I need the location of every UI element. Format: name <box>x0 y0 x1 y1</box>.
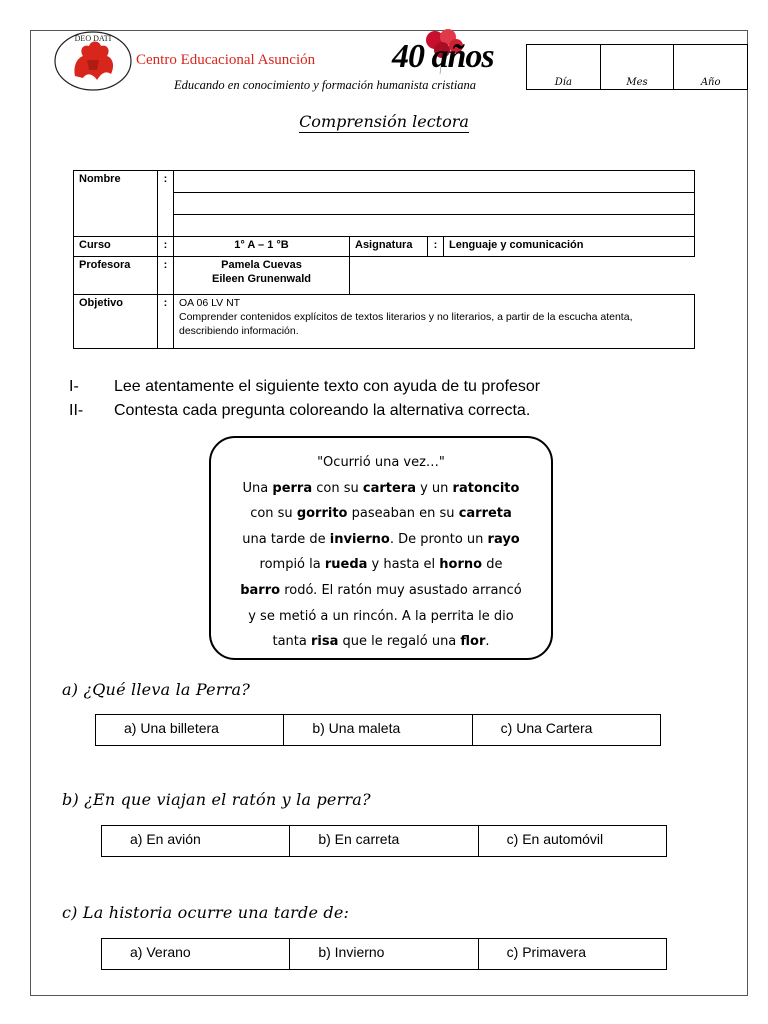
nombre-label: Nombre <box>74 171 158 237</box>
profesora-colon: : <box>158 257 174 295</box>
nombre-field-2[interactable] <box>174 193 695 215</box>
question-b-option-b[interactable]: b) En carreta <box>290 826 478 856</box>
question-b-option-c[interactable]: c) En automóvil <box>506 831 604 847</box>
objetivo-colon: : <box>158 295 174 349</box>
instruction-2-number: II- <box>69 402 84 419</box>
objetivo-text: Comprender contenidos explícitos de textos literarios y no literarios, a partir de la escucha atenta, describiendo información. <box>179 311 633 337</box>
instruction-2-text: Contesta cada pregunta coloreando la alternativa correcta. <box>114 402 531 419</box>
question-c-options <box>101 938 667 970</box>
student-info-table <box>73 170 695 349</box>
anniversary-text: 40 años <box>392 38 494 75</box>
asignatura-label: Asignatura <box>350 237 428 257</box>
question-a-option-b[interactable]: b) Una maleta <box>284 715 472 745</box>
asignatura-colon: : <box>428 237 444 257</box>
school-name: Centro Educacional Asunción <box>136 52 316 68</box>
nombre-field-1[interactable] <box>174 171 695 193</box>
asignatura-value: Lenguaje y comunicación <box>444 237 695 257</box>
date-year-field[interactable] <box>674 45 747 89</box>
curso-colon: : <box>158 237 174 257</box>
nombre-colon: : <box>158 171 174 237</box>
document-title <box>0 112 768 131</box>
story-line: barro rodó. El ratón muy asustado arrancó <box>240 582 522 598</box>
question-a: a) ¿Qué lleva la Perra? <box>62 680 251 699</box>
objetivo-label: Objetivo <box>74 295 158 349</box>
profesora-value <box>174 257 350 295</box>
story-line: una tarde de invierno. De pronto un rayo <box>242 531 520 547</box>
curso-label: Curso <box>74 237 158 257</box>
instruction-2 <box>69 402 530 420</box>
question-c-option-a[interactable]: a) Verano <box>102 939 290 969</box>
profesora-label: Profesora <box>74 257 158 295</box>
question-c: c) La historia ocurre una tarde de: <box>62 903 350 922</box>
story-line: rompió la rueda y hasta el horno de <box>259 557 503 573</box>
question-b-options <box>101 825 667 857</box>
school-logo <box>53 30 133 92</box>
story-line: "Ocurrió una vez…" <box>317 455 445 470</box>
date-month-label: Mes <box>626 77 648 88</box>
story-line: con su gorrito paseaban en su carreta <box>250 506 512 522</box>
question-b-option-a[interactable]: a) En avión <box>102 826 290 856</box>
date-year-label: Año <box>700 77 721 88</box>
instruction-1 <box>69 378 540 396</box>
school-motto: Educando en conocimiento y formación humanista cristiana <box>174 78 477 92</box>
story-line: tanta risa que le regaló una flor. <box>272 634 490 650</box>
profesora-name-1: Pamela Cuevas <box>221 259 302 271</box>
date-day-label: Día <box>554 77 572 88</box>
curso-value: 1° A – 1 °B <box>174 237 350 257</box>
story-line: Una perra con su cartera y un ratoncito <box>242 480 520 496</box>
question-a-option-a[interactable]: a) Una billetera <box>96 715 284 745</box>
instruction-1-number: I- <box>69 378 79 395</box>
logo-motto-text: DEO DATI <box>74 34 112 43</box>
date-box <box>526 44 748 90</box>
question-b: b) ¿En que viajan el ratón y la perra? <box>62 790 371 809</box>
profesora-empty <box>350 257 695 295</box>
question-a-option-c[interactable]: c) Una Cartera <box>500 720 593 736</box>
document-title-text: Comprensión lectora <box>299 112 469 131</box>
objetivo-value <box>174 295 695 349</box>
nombre-field-3[interactable] <box>174 215 695 237</box>
question-c-option-b[interactable]: b) Invierno <box>290 939 478 969</box>
date-day-field[interactable] <box>527 45 601 89</box>
profesora-name-2: Eileen Grunenwald <box>211 273 312 285</box>
objetivo-code: OA 06 LV NT <box>179 297 241 309</box>
question-c-option-c[interactable]: c) Primavera <box>506 944 587 960</box>
story-box <box>209 436 553 660</box>
instruction-1-text: Lee atentamente el siguiente texto con ayuda de tu profesor <box>114 378 541 395</box>
story-line: y se metió a un rincón. A la perrita le dio <box>248 608 514 624</box>
question-a-options <box>95 714 661 746</box>
date-month-field[interactable] <box>601 45 675 89</box>
